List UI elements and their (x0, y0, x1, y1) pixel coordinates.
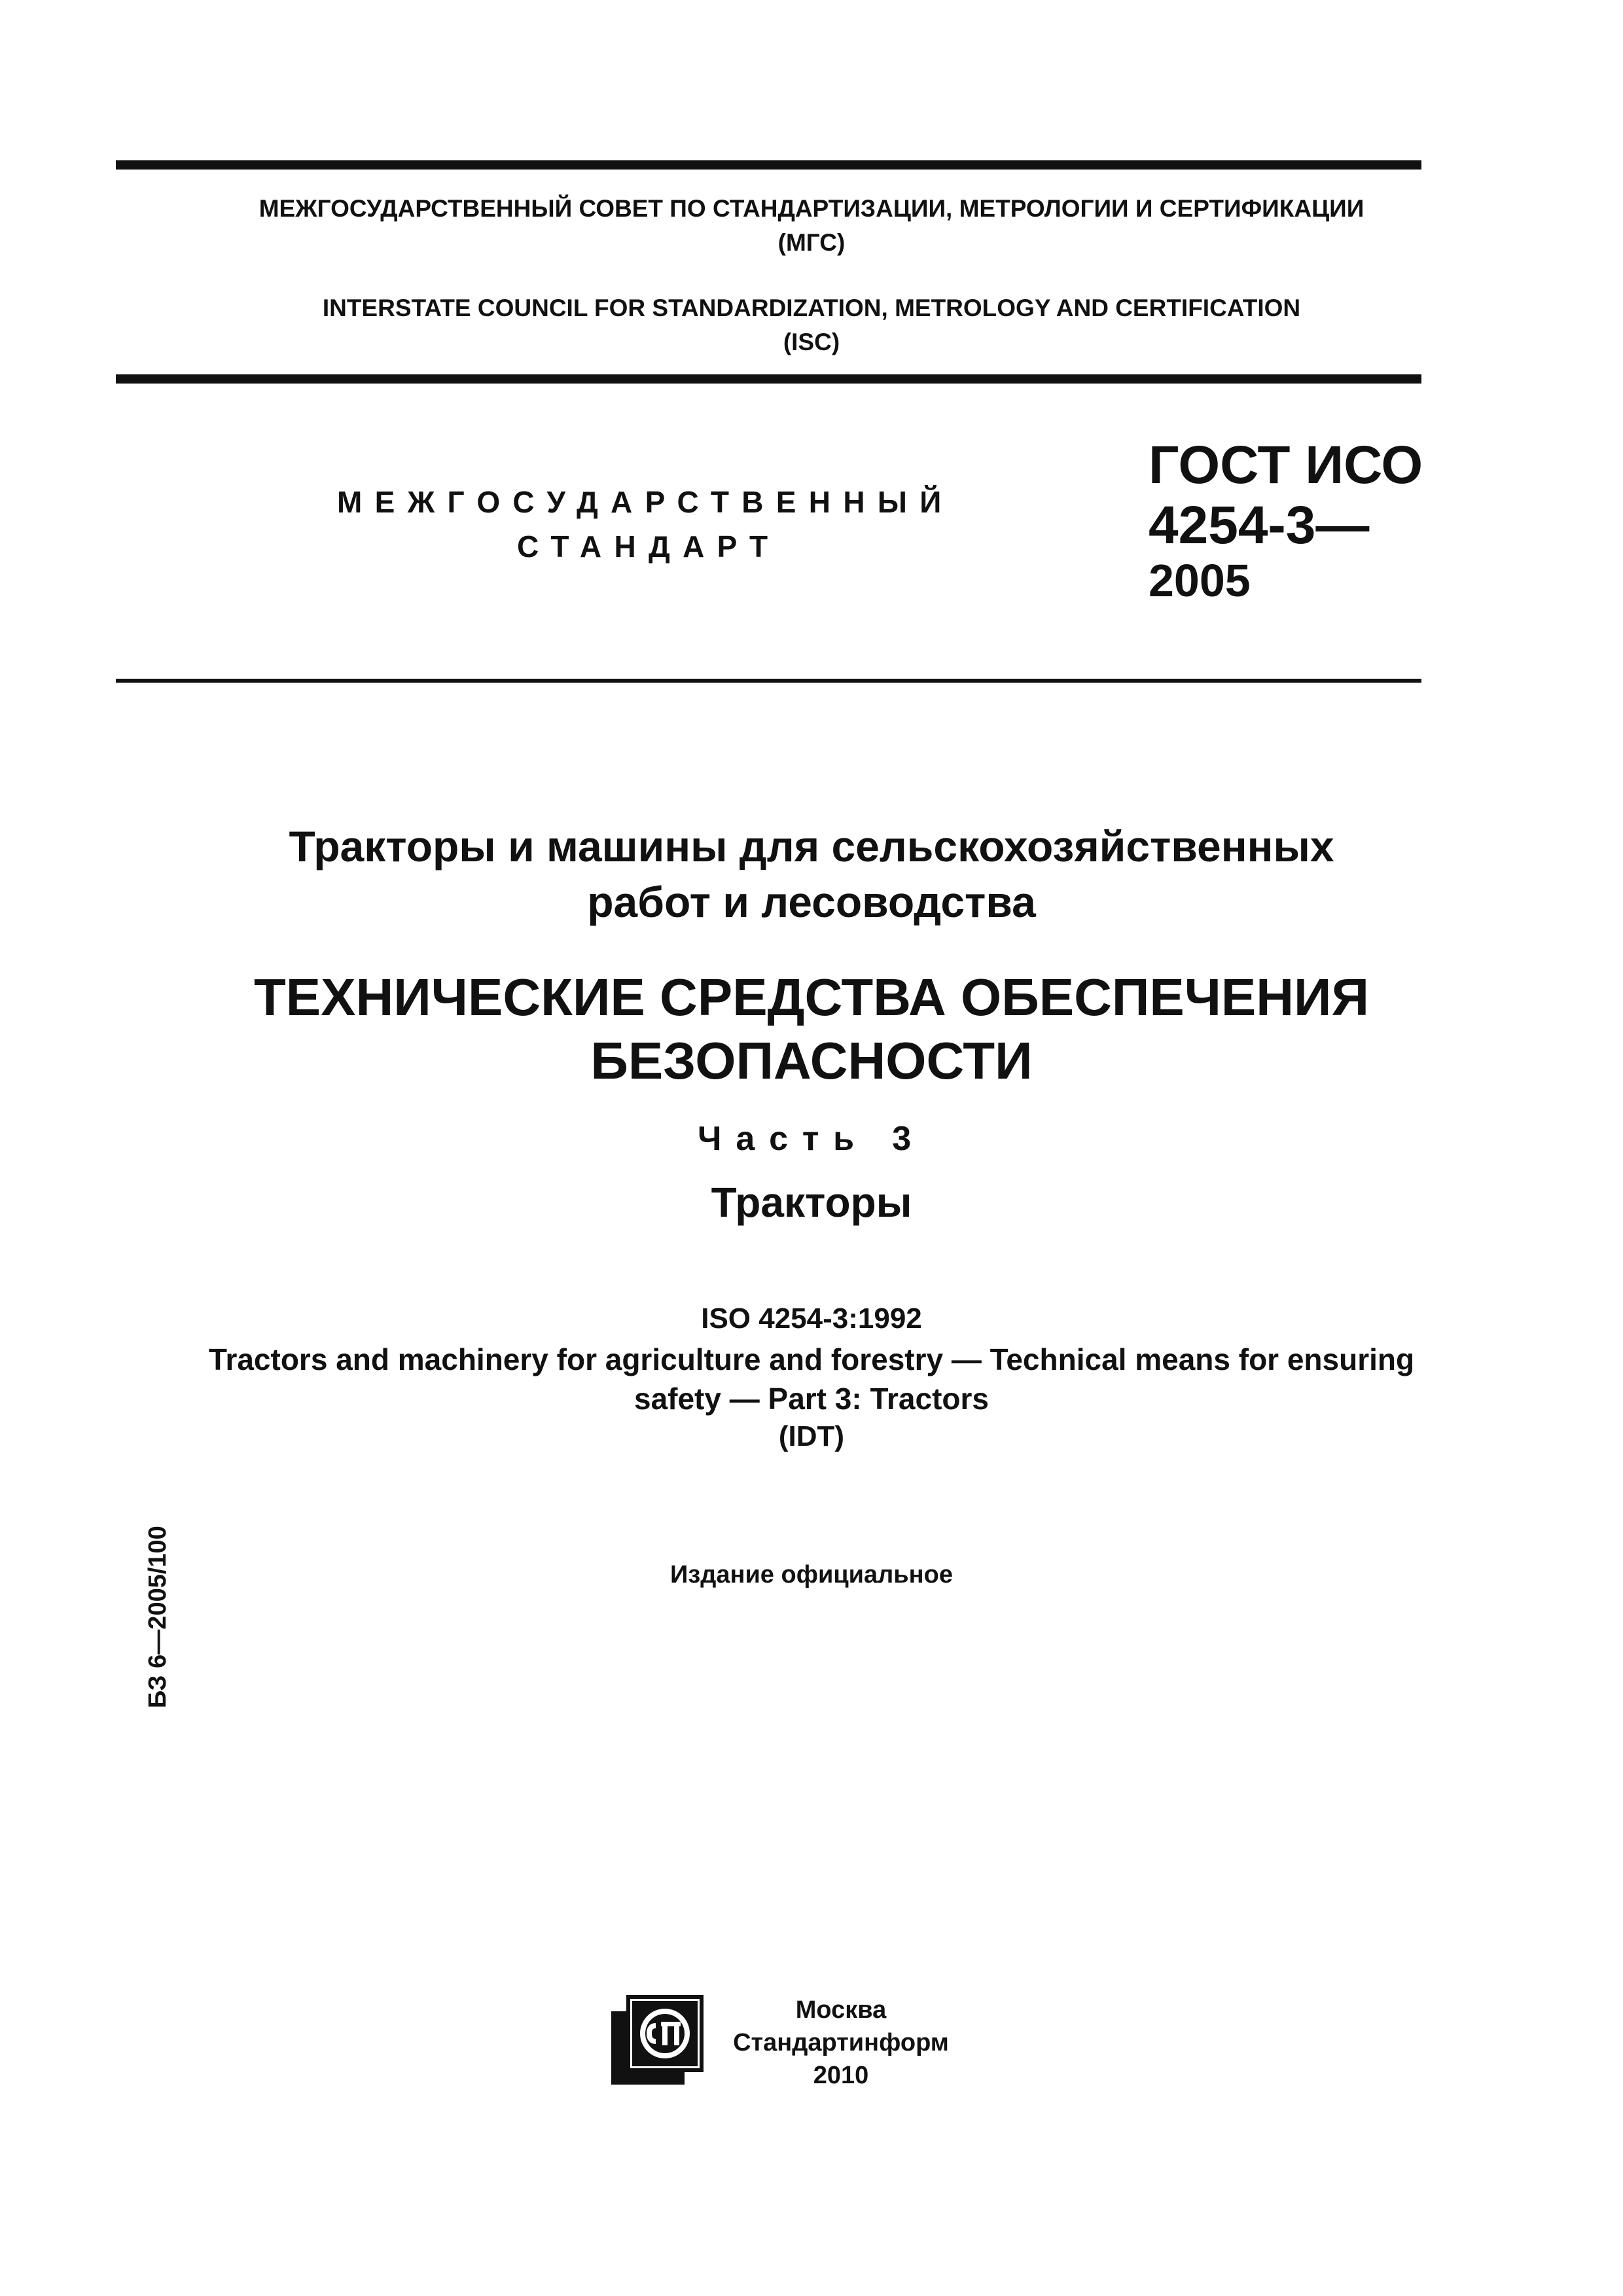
iso-title-line2: safety — Part 3: Tractors (633, 1382, 989, 1416)
council-ru-abbr: (МГС) (777, 229, 846, 256)
top-rule (116, 160, 1421, 170)
title-general-line2: работ и лесоводства (587, 878, 1036, 926)
title-main-line2: БЕЗОПАСНОСТИ (590, 1031, 1033, 1090)
council-en-abbr: (ISC) (783, 329, 840, 355)
side-code: БЗ 6—2005/100 (144, 1526, 171, 1708)
council-bottom-rule (116, 374, 1421, 384)
edition-note: Издание официальное (670, 1561, 953, 1588)
iso-title-line1: Tractors and machinery for agriculture and forestry — Technical means for ensuring (208, 1342, 1415, 1376)
council-ru-line1: МЕЖГОСУДАРСТВЕННЫЙ СОВЕТ ПО СТАНДАРТИЗАЦИИ, МЕТРОЛОГИИ И СЕРТИФИКАЦИИ (259, 195, 1364, 222)
title-part-name: Тракторы (711, 1179, 912, 1226)
publisher-city: Москва (795, 1996, 887, 2024)
council-en-line1: INTERSTATE COUNCIL FOR STANDARDIZATION, METROLOGY AND CERTIFICATION (322, 295, 1301, 321)
iso-number: ISO 4254-3:1992 (701, 1302, 922, 1335)
standard-number-line1: ГОСТ ИСО (1149, 435, 1423, 495)
standard-number-line2: 4254-3— (1149, 495, 1370, 555)
title-general-line1: Тракторы и машины для сельскохозяйственных (289, 822, 1334, 870)
standard-label-line2: СТАНДАРТ (517, 529, 781, 564)
iso-degree: (IDT) (778, 1420, 845, 1452)
standard-label-line1: МЕЖГОСУДАРСТВЕННЫЙ (337, 485, 954, 519)
standartinform-logo (609, 1993, 707, 2091)
publisher-name: Стандартинформ (733, 2029, 949, 2056)
publisher-year: 2010 (813, 2062, 869, 2089)
title-part: Часть 3 (697, 1120, 926, 1158)
standard-number-line3: 2005 (1149, 555, 1251, 606)
standard-bottom-rule (116, 679, 1421, 683)
title-main-line1: ТЕХНИЧЕСКИЕ СРЕДСТВА ОБЕСПЕЧЕНИЯ (253, 968, 1370, 1026)
